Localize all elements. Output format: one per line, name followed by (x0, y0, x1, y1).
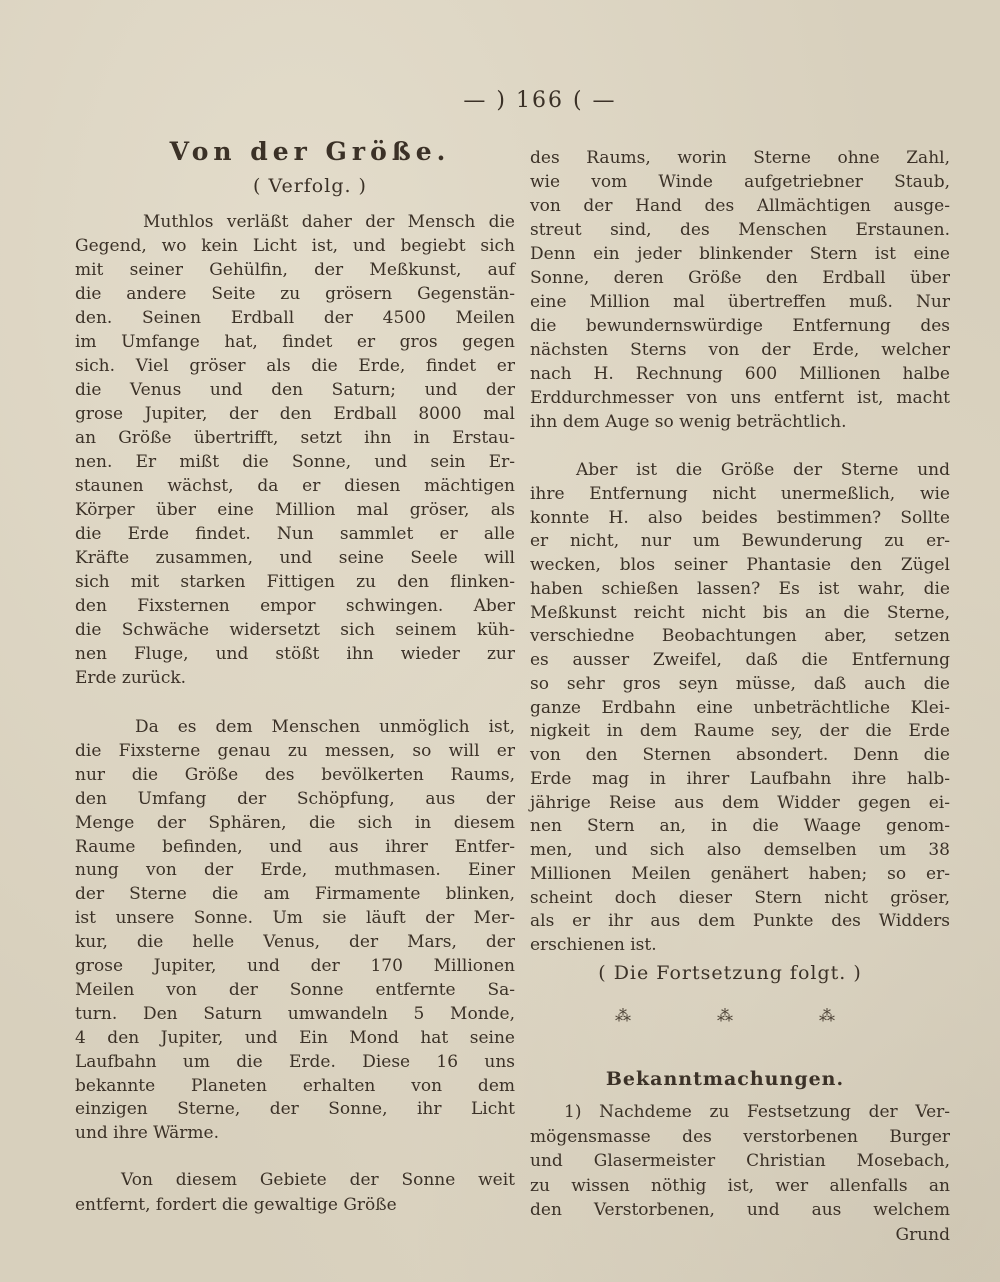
text-line: Meßkunst reicht nicht bis an die Sterne, (530, 602, 950, 623)
text-line: nur die Größe des bevölkerten Raums, (75, 764, 515, 785)
text-line: nen Stern an, in die Waage genom- (530, 816, 950, 837)
text-line: mit seiner Gehülfin, der Meßkunst, auf (75, 260, 515, 280)
text-line: streut sind, des Menschen Erstaunen. (530, 220, 950, 240)
continuation-note: ( Die Fortsetzung folgt. ) (598, 962, 862, 984)
text-line: sich. Viel gröser als die Erde, findet er (75, 356, 515, 376)
text-line: konnte H. also beides bestimmen? Sollte (530, 507, 950, 528)
text-line: nach H. Rechnung 600 Millionen halbe (530, 364, 950, 384)
text-line: nigkeit in dem Raume sey, der die Erde (530, 721, 950, 742)
text-line: 1) Nachdeme zu Festsetzung der Ver- (564, 1102, 950, 1122)
text-line: ist unsere Sonne. Um sie läuft der Mer- (75, 908, 515, 929)
text-line: von den Sternen absondert. Denn die (530, 745, 950, 765)
text-line: nen. Er mißt die Sonne, und sein Er- (75, 452, 515, 472)
text-line: 4 den Jupiter, und Ein Mond hat seine (75, 1027, 515, 1048)
text-line: scheint doch dieser Stern nicht gröser, (530, 887, 950, 908)
text-line: Denn ein jeder blinkender Stern ist eine (530, 244, 950, 264)
text-line: und Glasermeister Christian Mosebach, (530, 1151, 950, 1172)
text-line: nächsten Sterns von der Erde, welcher (530, 340, 950, 360)
text-line: die Venus und den Saturn; und der (75, 380, 515, 400)
article-subtitle: ( Verfolg. ) (253, 175, 367, 197)
text-line: eine Million mal übertreffen muß. Nur (530, 292, 950, 312)
text-line: Laufbahn um die Erde. Diese 16 uns (75, 1051, 515, 1072)
text-line: ganze Erdbahn eine unbeträchtliche Klei- (530, 697, 950, 718)
text-line: ihn dem Auge so wenig beträchtlich. (530, 412, 847, 432)
text-line: Aber ist die Größe der Sterne und (576, 460, 950, 480)
text-line: so sehr gros seyn müsse, daß auch die (530, 673, 950, 694)
text-line: die andere Seite zu grösern Gegenstän- (75, 284, 515, 304)
text-line: nen Fluge, und stößt ihn wieder zur (75, 644, 515, 664)
text-line: grose Jupiter, der den Erdball 8000 mal (75, 404, 515, 424)
text-line: Sonne, deren Größe den Erdball über (530, 268, 950, 288)
text-line: die Erde findet. Nun sammlet er alle (75, 524, 515, 544)
article-title: Von der Größe. (169, 137, 451, 166)
text-line: Millionen Meilen genähert haben; so er- (530, 863, 950, 884)
text-line: im Umfange hat, findet er gros gegen (75, 332, 515, 352)
text-line: und ihre Wärme. (75, 1123, 220, 1144)
text-line: wie vom Winde aufgetriebner Staub, (530, 172, 950, 192)
text-line: grose Jupiter, und der 170 Millionen (75, 956, 515, 976)
text-line: Da es dem Menschen unmöglich ist, (135, 717, 515, 737)
text-line: jährige Reise aus dem Widder gegen ei- (530, 792, 950, 813)
text-line: des Raums, worin Sterne ohne Zahl, (530, 148, 950, 168)
text-line: der Sterne die am Firmamente blinken, (75, 884, 515, 905)
text-line: Erde mag in ihrer Laufbahn ihre halb- (530, 768, 950, 789)
text-line: die bewundernswürdige Entfernung des (530, 316, 950, 336)
text-line: Erddurchmesser von uns entfernt ist, macht (530, 388, 950, 408)
text-line: men, und sich also demselben um 38 (530, 840, 950, 860)
section-ornament (615, 1006, 835, 1025)
text-line: Muthlos verläßt daher der Mensch die (143, 212, 515, 232)
text-line: es ausser Zweifel, daß die Entfernung (530, 650, 950, 670)
text-line: turn. Den Saturn umwandeln 5 Monde, (75, 1003, 515, 1024)
text-line: von der Hand des Allmächtigen ausge- (530, 196, 950, 216)
text-line: wecken, blos seiner Phantasie den Zügel (530, 555, 950, 575)
text-line: zu wissen nöthig ist, wer allenfalls an (530, 1175, 950, 1196)
text-line: den Fixsternen empor schwingen. Aber (75, 596, 515, 616)
page-header: — ) 166 ( — (463, 88, 617, 113)
announcements-heading: Bekanntmachungen. (605, 1068, 845, 1090)
text-line: mögensmasse des verstorbenen Burger (530, 1126, 950, 1147)
asterism-icon: ⁂ (717, 1006, 733, 1025)
text-line: Grund (895, 1225, 950, 1245)
text-line: die Schwäche widersetzt sich seinem küh- (75, 620, 515, 640)
text-line: Meilen von der Sonne entfernte Sa- (75, 979, 515, 1000)
asterism-icon: ⁂ (819, 1006, 835, 1025)
text-line: verschiedne Beobachtungen aber, setzen (530, 626, 950, 647)
text-line: nung von der Erde, muthmasen. Einer (75, 860, 515, 881)
text-line: bekannte Planeten erhalten von dem (75, 1075, 515, 1096)
text-line: einzigen Sterne, der Sonne, ihr Licht (75, 1099, 515, 1120)
text-line: den. Seinen Erdball der 4500 Meilen (75, 308, 515, 328)
text-line: kur, die helle Venus, der Mars, der (75, 932, 515, 953)
text-line: Von diesem Gebiete der Sonne weit (121, 1170, 515, 1190)
text-line: Erde zurück. (75, 668, 187, 688)
text-line: erschienen ist. (530, 935, 657, 955)
text-line: Gegend, wo kein Licht ist, und begiebt sich (75, 236, 515, 256)
text-line: an Größe übertrifft, setzt ihn in Erstau- (75, 428, 515, 448)
text-line: Raume befinden, und aus ihrer Entfer- (75, 836, 515, 857)
text-line: entfernt, fordert die gewaltige Größe (75, 1195, 397, 1215)
text-line: Körper über eine Million mal gröser, als (75, 500, 515, 520)
text-line: haben schießen lassen? Es ist wahr, die (530, 578, 950, 599)
text-line: staunen wächst, da er diesen mächtigen (75, 476, 515, 496)
text-line: als er ihr aus dem Punkte des Widders (530, 911, 950, 932)
asterism-icon: ⁂ (615, 1006, 631, 1025)
text-line: den Verstorbenen, und aus welchem (530, 1200, 950, 1221)
text-line: Menge der Sphären, die sich in diesem (75, 812, 515, 833)
text-line: sich mit starken Fittigen zu den flinken- (75, 572, 515, 592)
text-line: die Fixsterne genau zu messen, so will er (75, 740, 515, 761)
text-line: Kräfte zusammen, und seine Seele will (75, 548, 515, 568)
text-line: den Umfang der Schöpfung, aus der (75, 788, 515, 809)
text-line: ihre Entfernung nicht unermeßlich, wie (530, 483, 950, 504)
text-line: er nicht, nur um Bewunderung zu er- (530, 531, 950, 552)
